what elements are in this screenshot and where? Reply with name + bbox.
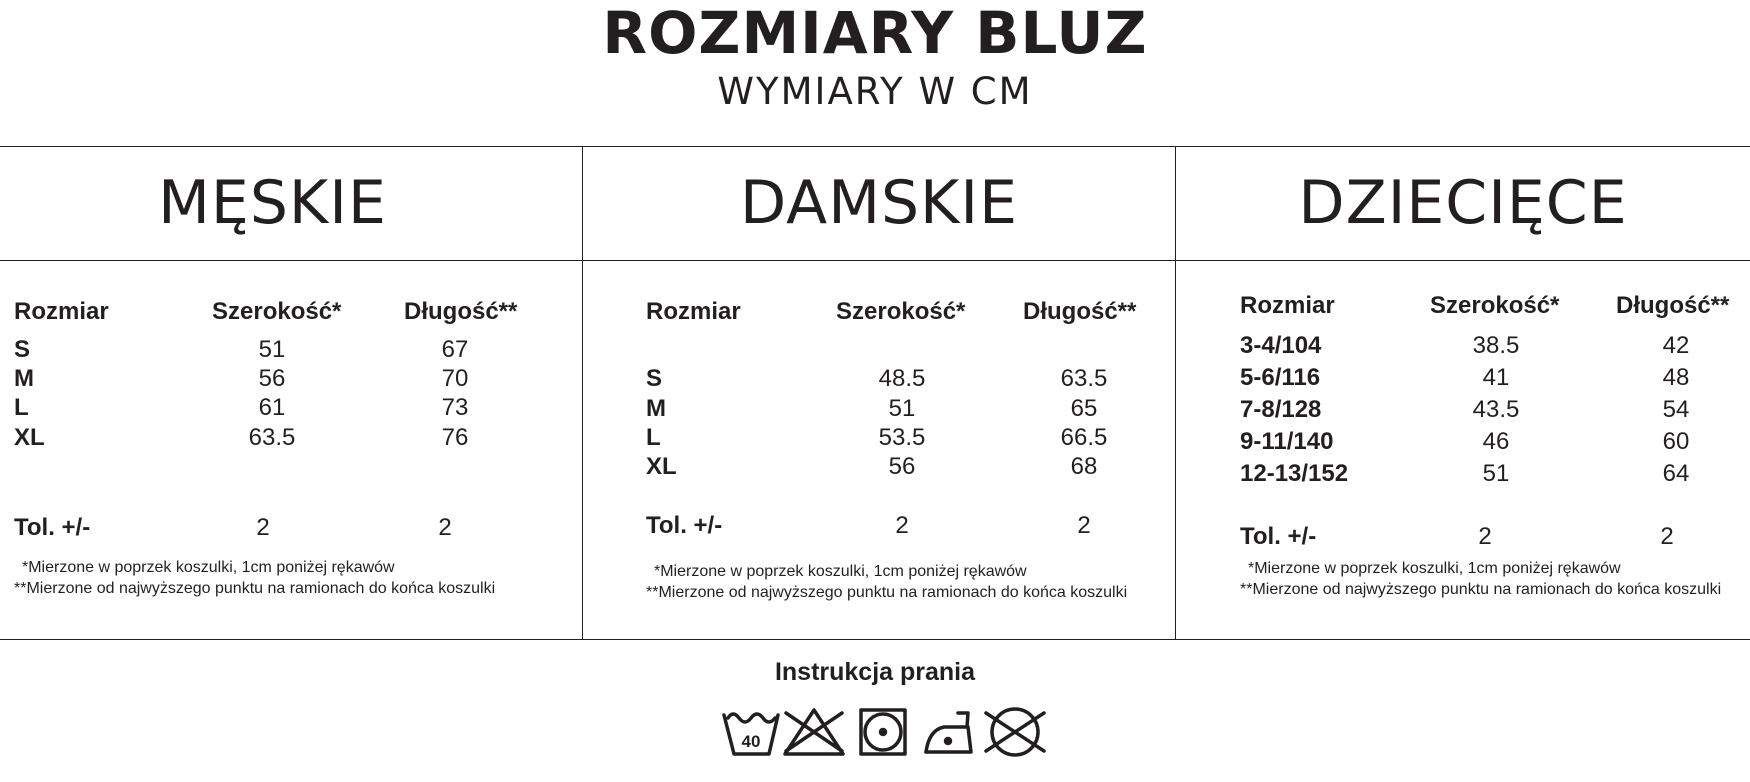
column-header-width: Szerokość* xyxy=(836,298,966,325)
size-label: 7-8/128 xyxy=(1240,396,1322,423)
column-header-length: Długość** xyxy=(404,298,518,325)
length-value: 42 xyxy=(1662,332,1690,359)
width-value: 56 xyxy=(258,365,286,392)
tolerance-length: 2 xyxy=(438,514,452,541)
width-value: 38.5 xyxy=(1472,332,1520,359)
size-label: 3-4/104 xyxy=(1240,332,1322,359)
section-header-divider xyxy=(0,260,1750,261)
column-header-size: Rozmiar xyxy=(1240,292,1335,319)
width-value: 43.5 xyxy=(1472,396,1520,423)
column-header-width: Szerokość* xyxy=(1430,292,1560,319)
tolerance-width: 2 xyxy=(895,512,909,539)
width-value: 41 xyxy=(1482,364,1510,391)
do-not-dry-clean-icon xyxy=(986,709,1044,755)
length-value: 63.5 xyxy=(1060,365,1108,392)
column-header-length: Długość** xyxy=(1616,292,1730,319)
length-value: 73 xyxy=(441,394,469,421)
width-value: 51 xyxy=(1482,460,1510,487)
page-title: ROZMIARY BLUZ xyxy=(602,0,1148,67)
column-header-width: Szerokość* xyxy=(212,298,342,325)
length-value: 65 xyxy=(1070,395,1098,422)
size-label: 9-11/140 xyxy=(1240,428,1334,455)
wash-temperature: 40 xyxy=(741,732,761,751)
size-label: L xyxy=(646,424,661,451)
tumble-dry-icon xyxy=(861,710,905,754)
length-value: 67 xyxy=(441,336,469,363)
tolerance-width: 2 xyxy=(256,514,270,541)
tolerance-label: Tol. +/- xyxy=(14,514,91,541)
length-value: 68 xyxy=(1070,453,1098,480)
tolerance-label: Tol. +/- xyxy=(646,512,723,539)
width-value: 63.5 xyxy=(248,424,296,451)
table-bottom-border xyxy=(0,639,1750,640)
size-label: XL xyxy=(646,453,677,480)
iron-low-icon xyxy=(926,713,971,752)
width-value: 61 xyxy=(258,394,286,421)
footnote-length: **Mierzone od najwyższego punktu na ramionach do końca koszulki xyxy=(1240,581,1722,598)
wash-40-icon xyxy=(724,714,778,754)
tolerance-length: 2 xyxy=(1660,523,1674,550)
width-value: 56 xyxy=(888,453,916,480)
washing-instructions-title: Instrukcja prania xyxy=(774,658,976,686)
section-title-women: DAMSKIE xyxy=(740,168,1018,238)
column-header-size: Rozmiar xyxy=(14,298,109,325)
do-not-bleach-icon xyxy=(785,710,843,754)
width-value: 51 xyxy=(258,336,286,363)
size-label: 5-6/116 xyxy=(1240,364,1321,391)
section-title-men: MĘSKIE xyxy=(158,168,387,238)
length-value: 66.5 xyxy=(1060,424,1108,451)
size-label: S xyxy=(14,336,31,363)
width-value: 46 xyxy=(1482,428,1510,455)
footnote-width: *Mierzone w poprzek koszulki, 1cm poniżej rękawów xyxy=(1248,560,1621,577)
size-label: M xyxy=(14,365,34,392)
care-symbols xyxy=(722,705,1046,757)
length-value: 64 xyxy=(1662,460,1690,487)
section-title-kids: DZIECIĘCE xyxy=(1298,168,1628,238)
width-value: 51 xyxy=(888,395,916,422)
tolerance-width: 2 xyxy=(1478,523,1492,550)
size-label: L xyxy=(14,394,29,421)
footnote-width: *Mierzone w poprzek koszulki, 1cm poniżej rękawów xyxy=(654,563,1027,580)
footnote-width: *Mierzone w poprzek koszulki, 1cm poniżej rękawów xyxy=(22,559,395,576)
tolerance-label: Tol. +/- xyxy=(1240,523,1317,550)
column-header-length: Długość** xyxy=(1023,298,1137,325)
length-value: 76 xyxy=(441,424,469,451)
size-label: S xyxy=(646,365,663,392)
size-label: 12-13/152 xyxy=(1240,460,1349,487)
footnote-length: **Mierzone od najwyższego punktu na ramionach do końca koszulki xyxy=(14,580,496,597)
column-header-size: Rozmiar xyxy=(646,298,741,325)
tolerance-length: 2 xyxy=(1077,512,1091,539)
table-top-border xyxy=(0,146,1750,147)
page-subtitle: WYMIARY W CM xyxy=(717,70,1033,113)
width-value: 48.5 xyxy=(878,365,926,392)
length-value: 48 xyxy=(1662,364,1690,391)
width-value: 53.5 xyxy=(878,424,926,451)
length-value: 54 xyxy=(1662,396,1690,423)
footnote-length: **Mierzone od najwyższego punktu na ramionach do końca koszulki xyxy=(646,584,1128,601)
length-value: 60 xyxy=(1662,428,1690,455)
size-label: XL xyxy=(14,424,45,451)
length-value: 70 xyxy=(441,365,469,392)
size-label: M xyxy=(646,395,666,422)
